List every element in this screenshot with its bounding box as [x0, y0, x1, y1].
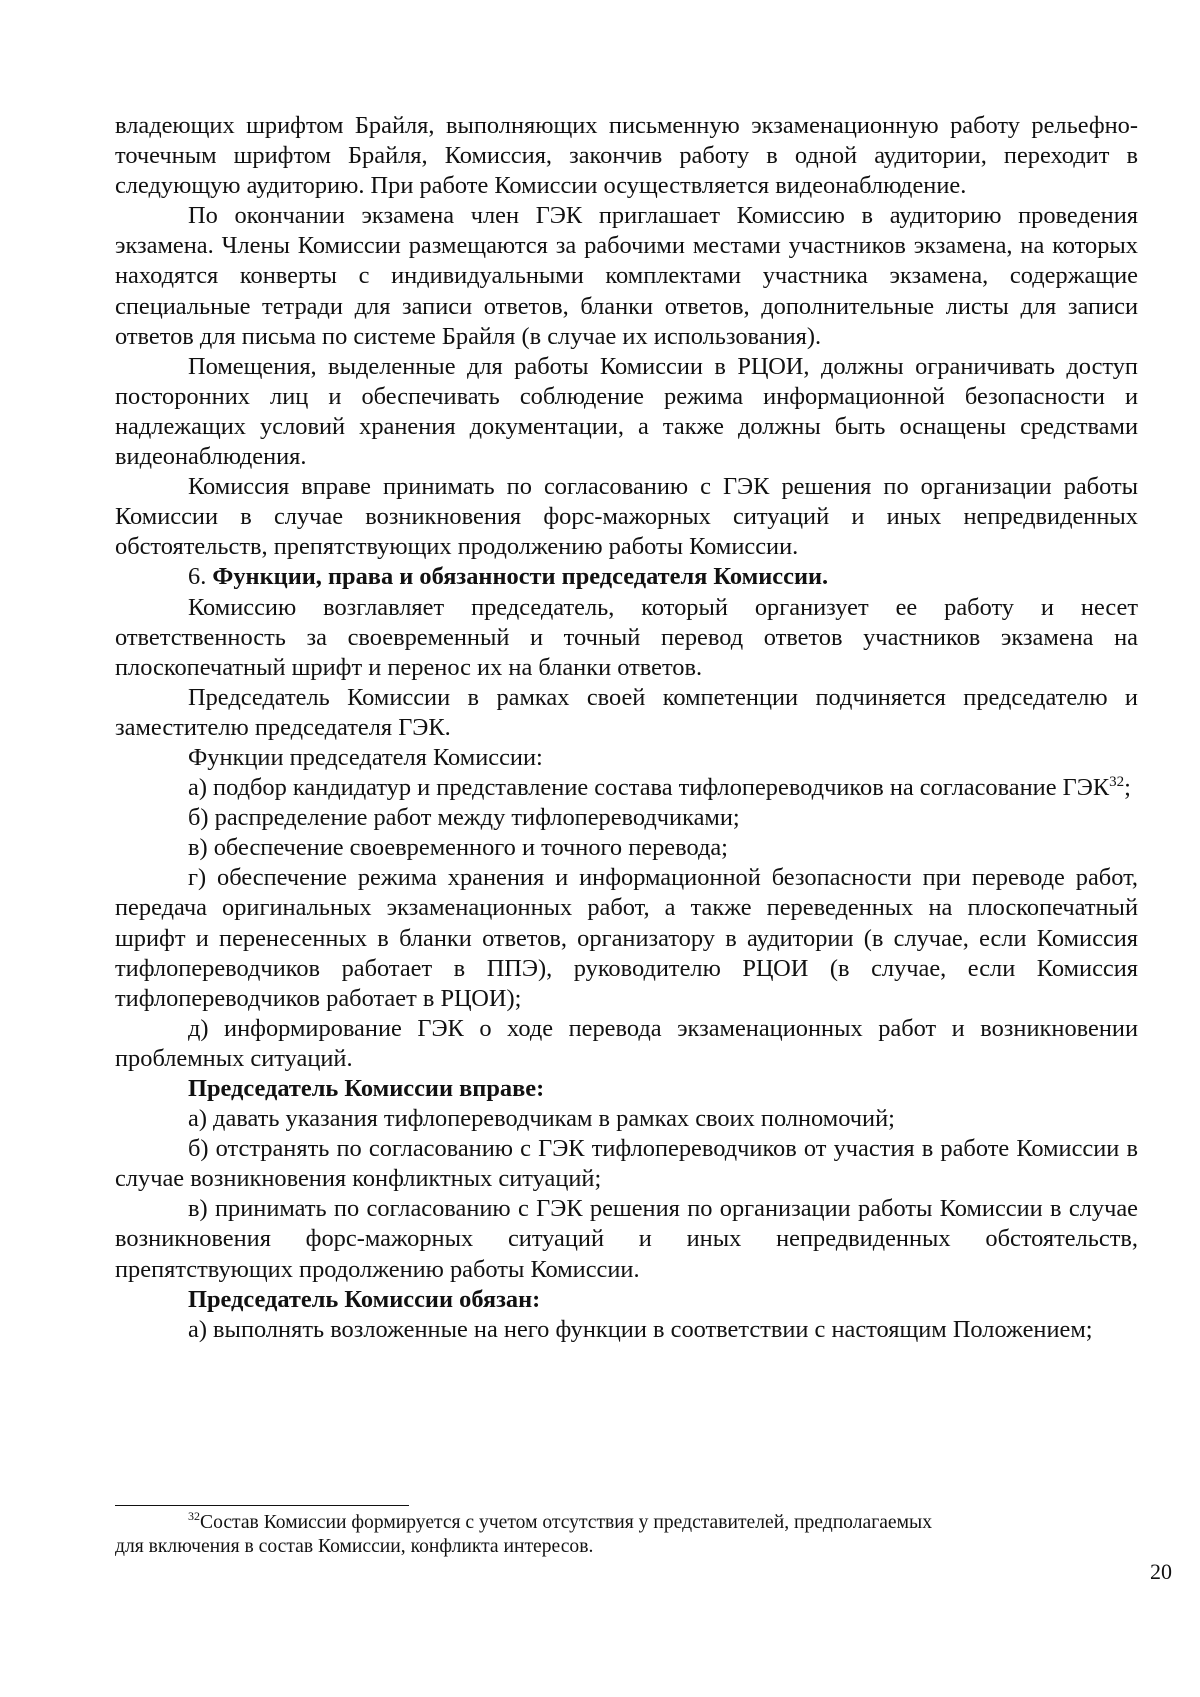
body-text — [115, 111, 1138, 1345]
subheading-chairman-duties: Председатель Комиссии обязан: — [188, 1285, 541, 1313]
footnote-separator — [115, 1505, 409, 1506]
section-title: Функции, права и обязанности председателя Комиссии. — [212, 563, 829, 591]
list-item-right-v: в) принимать по согласованию с ГЭК решения по организации работы Комиссии в случае возникновения форс-мажорных ситуаций и иных непредвиденных обстоятельств, препятствующих продолжению работы Комиссии. — [115, 1195, 1138, 1283]
list-item-right-b: б) отстранять по согласованию с ГЭК тифлопереводчиков от участия в работе Комиссии в случае возникновения конфликтных ситуаций; — [115, 1135, 1138, 1193]
paragraph-commission-rights: Комиссия вправе принимать по согласованию с ГЭК решения по организации работы Комиссии в случае возникновения форс-мажорных ситуаций и иных непредвиденных обстоятельств, препятствующих продолжению работы Комиссии. — [115, 473, 1138, 561]
list-item-function-d: д) информирование ГЭК о ходе перевода экзаменационных работ и возникновении проблемных ситуаций. — [115, 1014, 1138, 1072]
subheading-chairman-rights: Председатель Комиссии вправе: — [188, 1075, 545, 1102]
page-number: 20 — [1150, 1559, 1172, 1584]
paragraph-chairman-leads: Комиссию возглавляет председатель, который организует ее работу и несет ответственность за своевременный и точный перевод ответов участников экзамена на плоскопечатный шрифт и перенос их на бланки ответов. — [115, 593, 1138, 681]
paragraph-after-exam: По окончании экзамена член ГЭК приглашает Комиссию в аудиторию проведения экзамена. Члены Комиссии размещаются за рабочими местами участников экзамена, на которых находятся конверты с индивидуальными комплектами участника экзамена, содержащие специальные тетради для записи ответов, бланки ответов, дополнительные листы для записи ответов для письма по системе Брайля (в случае их использования). — [115, 202, 1138, 350]
section-heading-6 — [115, 562, 1138, 592]
footnote — [115, 1511, 1109, 1559]
paragraph-premises: Помещения, выделенные для работы Комиссии в РЦОИ, должны ограничивать доступ посторонних лиц и обеспечивать соблюдение режима информационной безопасности и надлежащих условий хранения документации, а также должны быть оснащены средствами видеонаблюдения. — [115, 352, 1138, 471]
list-item-function-v: в) обеспечение своевременного и точного перевода; — [188, 834, 728, 862]
footnote-reference: 32 — [1109, 774, 1125, 791]
paragraph-functions-heading: Функции председателя Комиссии: — [188, 743, 543, 771]
paragraph-chairman-subordination: Председатель Комиссии в рамках своей компетенции подчиняется председателю и заместителю председателя ГЭК. — [115, 683, 1138, 741]
list-item-function-g: г) обеспечение режима хранения и информационной безопасности при переводе работ, передача оригинальных экзаменационных работ, а также переведенных на плоскопечатный шрифт и перенесенных в бланки ответов, организатору в аудитории (в случае, если Комиссия тифлопереводчиков работает в ППЭ), руководителю РЦОИ (в случае, если Комиссия тифлопереводчиков работает в РЦОИ); — [115, 864, 1138, 1012]
footnote-line-1: $^{32}$Состав Комиссии формируется с учетом отсутствия у представителей, предполагаемых — [188, 1509, 932, 1533]
footnote-line-2: для включения в состав Комиссии, конфликта интересов. — [115, 1536, 594, 1557]
list-item-function-b: б) распределение работ между тифлопереводчиками; — [188, 804, 740, 832]
list-item-function-a: а) подбор кандидатур и представление состава тифлопереводчиков на согласование ГЭК$^{32}$; — [188, 774, 1131, 802]
footnote-marker: 32 — [188, 1509, 200, 1523]
paragraph-braille-continuation: владеющих шрифтом Брайля, выполняющих письменную экзаменационную работу рельефно-точечным шрифтом Брайля, Комиссия, закончив работу в одной аудитории, переходит в следующую аудиторию. При работе Комиссии осуществляется видеонаблюдение. — [115, 112, 1138, 200]
section-number: 6. — [188, 563, 213, 591]
list-item-right-a: а) давать указания тифлопереводчикам в рамках своих полномочий; — [188, 1105, 895, 1133]
list-item-duty-a: а) выполнять возложенные на него функции в соответствии с настоящим Положением; — [188, 1315, 1093, 1343]
